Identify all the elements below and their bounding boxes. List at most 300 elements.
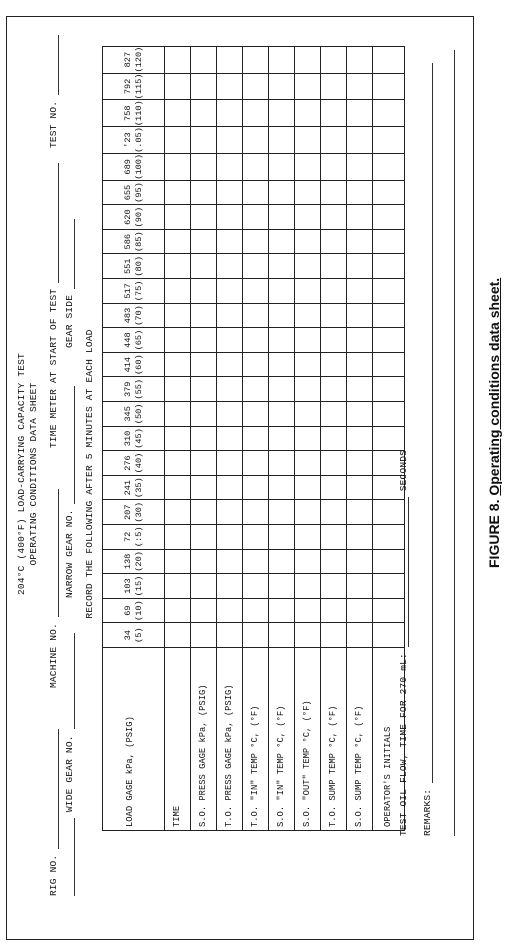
load-psig-value: (110) xyxy=(133,100,144,127)
entry-cell[interactable] xyxy=(217,352,243,377)
entry-cell[interactable] xyxy=(347,127,373,154)
load-psig-value: (35) xyxy=(133,477,144,498)
entry-cell[interactable] xyxy=(373,127,405,154)
load-column-header xyxy=(103,377,165,402)
entry-cell[interactable] xyxy=(269,377,295,402)
entry-cell[interactable] xyxy=(165,254,191,279)
entry-cell[interactable] xyxy=(321,127,347,154)
entry-cell[interactable] xyxy=(243,229,269,254)
entry-cell[interactable] xyxy=(321,475,347,500)
entry-cell[interactable] xyxy=(165,377,191,402)
entry-cell[interactable] xyxy=(295,127,321,154)
entry-cell[interactable] xyxy=(295,574,321,599)
load-column-header xyxy=(103,180,165,205)
entry-cell[interactable] xyxy=(191,303,217,328)
load-kpa-value: 207 xyxy=(122,504,133,520)
entry-cell[interactable] xyxy=(295,100,321,127)
entry-cell[interactable] xyxy=(191,127,217,154)
entry-cell[interactable] xyxy=(217,426,243,451)
entry-cell[interactable] xyxy=(321,500,347,525)
entry-cell[interactable] xyxy=(295,254,321,279)
entry-cell[interactable] xyxy=(217,153,243,180)
entry-cell[interactable] xyxy=(295,377,321,402)
row-label: S.O. "IN" TEMP °C, (°F) xyxy=(269,648,295,831)
narrow-gear-blank[interactable] xyxy=(74,386,75,504)
entry-cell[interactable] xyxy=(269,46,295,73)
load-kpa-value: 34 xyxy=(122,630,133,641)
entry-cell[interactable] xyxy=(295,328,321,353)
remarks-label: REMARKS: xyxy=(422,788,433,836)
entry-cell[interactable] xyxy=(217,73,243,100)
entry-cell[interactable] xyxy=(321,426,347,451)
load-column-header xyxy=(103,402,165,427)
entry-cell[interactable] xyxy=(321,623,347,648)
entry-cell[interactable] xyxy=(269,153,295,180)
entry-cell[interactable] xyxy=(269,426,295,451)
load-kpa-value: 138 xyxy=(122,553,133,570)
entry-cell[interactable] xyxy=(373,153,405,180)
row-label: T.O. "IN" TEMP °C, (°F) xyxy=(243,648,269,831)
entry-cell[interactable] xyxy=(217,574,243,599)
figure-caption xyxy=(486,278,502,568)
entry-cell[interactable] xyxy=(373,205,405,230)
load-column-header xyxy=(103,205,165,230)
machine-no-blank[interactable] xyxy=(58,489,59,617)
entry-cell[interactable] xyxy=(243,500,269,525)
entry-cell[interactable] xyxy=(347,328,373,353)
rig-no-label: RIG NO. xyxy=(48,854,59,896)
entry-cell[interactable] xyxy=(191,153,217,180)
entry-cell[interactable] xyxy=(295,525,321,550)
load-psig-value: (50) xyxy=(133,403,144,425)
entry-cell[interactable] xyxy=(191,328,217,353)
entry-cell[interactable] xyxy=(321,598,347,623)
machine-no-label: MACHINE NO. xyxy=(48,623,59,688)
entry-cell[interactable] xyxy=(243,153,269,180)
entry-cell[interactable] xyxy=(347,229,373,254)
entry-cell[interactable] xyxy=(217,525,243,550)
entry-cell[interactable] xyxy=(347,73,373,100)
entry-cell[interactable] xyxy=(321,100,347,127)
entry-cell[interactable] xyxy=(191,574,217,599)
entry-cell[interactable] xyxy=(321,73,347,100)
table-row xyxy=(191,46,217,830)
entry-cell[interactable] xyxy=(347,153,373,180)
entry-cell[interactable] xyxy=(321,180,347,205)
entry-cell[interactable] xyxy=(165,153,191,180)
entry-cell[interactable] xyxy=(191,229,217,254)
table-row xyxy=(295,46,321,830)
entry-cell[interactable] xyxy=(295,46,321,73)
entry-cell[interactable] xyxy=(243,100,269,127)
load-kpa-value: 827 xyxy=(122,51,133,68)
entry-cell[interactable] xyxy=(165,328,191,353)
load-column-header xyxy=(103,73,165,100)
entry-cell[interactable] xyxy=(217,598,243,623)
entry-cell[interactable] xyxy=(165,475,191,500)
entry-cell[interactable] xyxy=(347,623,373,648)
entry-cell[interactable] xyxy=(217,180,243,205)
entry-cell[interactable] xyxy=(347,574,373,599)
entry-cell[interactable] xyxy=(217,100,243,127)
entry-cell[interactable] xyxy=(217,328,243,353)
load-column-header xyxy=(103,475,165,500)
entry-cell[interactable] xyxy=(191,623,217,648)
row-label: S.O. PRESS GAGE kPa, (PSIG) xyxy=(191,648,217,831)
entry-cell[interactable] xyxy=(243,623,269,648)
entry-cell[interactable] xyxy=(217,254,243,279)
entry-cell[interactable] xyxy=(373,303,405,328)
load-kpa-value: 72 xyxy=(122,531,133,542)
machine-no-field xyxy=(48,489,59,688)
entry-cell[interactable] xyxy=(243,180,269,205)
entry-cell[interactable] xyxy=(165,451,191,476)
entry-cell[interactable] xyxy=(243,73,269,100)
entry-cell[interactable] xyxy=(243,205,269,230)
load-psig-value: (5) xyxy=(133,627,144,643)
entry-cell[interactable] xyxy=(191,279,217,304)
entry-cell[interactable] xyxy=(347,205,373,230)
entry-cell[interactable] xyxy=(321,352,347,377)
entry-cell[interactable] xyxy=(165,402,191,427)
entry-cell[interactable] xyxy=(165,73,191,100)
entry-cell[interactable] xyxy=(191,475,217,500)
entry-cell[interactable] xyxy=(243,279,269,304)
load-psig-value: (85) xyxy=(133,231,144,253)
rig-no-blank[interactable] xyxy=(58,729,59,849)
entry-cell[interactable] xyxy=(269,525,295,550)
entry-cell[interactable] xyxy=(165,303,191,328)
entry-cell[interactable] xyxy=(321,46,347,73)
entry-cell[interactable] xyxy=(165,127,191,154)
entry-cell[interactable] xyxy=(217,279,243,304)
entry-cell[interactable] xyxy=(191,598,217,623)
entry-cell[interactable] xyxy=(165,598,191,623)
entry-cell[interactable] xyxy=(243,402,269,427)
entry-cell[interactable] xyxy=(373,100,405,127)
entry-cell[interactable] xyxy=(347,46,373,73)
load-kpa-value: 276 xyxy=(122,455,133,471)
entry-cell[interactable] xyxy=(165,500,191,525)
rig-no-field xyxy=(48,729,59,896)
entry-cell[interactable] xyxy=(243,377,269,402)
entry-cell[interactable] xyxy=(347,279,373,304)
entry-cell[interactable] xyxy=(373,279,405,304)
entry-cell[interactable] xyxy=(191,180,217,205)
entry-cell[interactable] xyxy=(321,153,347,180)
entry-cell[interactable] xyxy=(243,303,269,328)
entry-cell[interactable] xyxy=(347,303,373,328)
remarks-blank-1[interactable] xyxy=(432,63,433,783)
oil-flow-blank[interactable] xyxy=(408,497,409,647)
entry-cell[interactable] xyxy=(243,46,269,73)
entry-cell[interactable] xyxy=(347,180,373,205)
load-psig-value: (60) xyxy=(133,354,144,375)
entry-cell[interactable] xyxy=(295,153,321,180)
entry-cell[interactable] xyxy=(269,303,295,328)
entry-cell[interactable] xyxy=(295,451,321,476)
entry-cell[interactable] xyxy=(295,205,321,230)
entry-cell[interactable] xyxy=(321,574,347,599)
load-column-header xyxy=(103,549,165,574)
entry-cell[interactable] xyxy=(295,73,321,100)
entry-cell[interactable] xyxy=(347,426,373,451)
entry-cell[interactable] xyxy=(269,549,295,574)
entry-cell[interactable] xyxy=(243,254,269,279)
entry-cell[interactable] xyxy=(243,352,269,377)
entry-cell[interactable] xyxy=(243,451,269,476)
entry-cell[interactable] xyxy=(321,377,347,402)
entry-cell[interactable] xyxy=(373,229,405,254)
entry-cell[interactable] xyxy=(217,500,243,525)
load-psig-value: (20) xyxy=(133,551,144,572)
entry-cell[interactable] xyxy=(191,451,217,476)
entry-cell[interactable] xyxy=(191,73,217,100)
entry-cell[interactable] xyxy=(321,525,347,550)
row-label: T.O. SUMP TEMP °C, (°F) xyxy=(321,648,347,831)
entry-cell[interactable] xyxy=(165,229,191,254)
entry-cell[interactable] xyxy=(217,402,243,427)
entry-cell[interactable] xyxy=(269,574,295,599)
entry-cell[interactable] xyxy=(347,254,373,279)
entry-cell[interactable] xyxy=(347,598,373,623)
load-column-header xyxy=(103,352,165,377)
entry-cell[interactable] xyxy=(295,402,321,427)
entry-cell[interactable] xyxy=(269,451,295,476)
entry-cell[interactable] xyxy=(165,549,191,574)
entry-cell[interactable] xyxy=(191,352,217,377)
entry-cell[interactable] xyxy=(347,377,373,402)
entry-cell[interactable] xyxy=(243,426,269,451)
entry-cell[interactable] xyxy=(243,549,269,574)
figure-number: FIGURE 8. xyxy=(486,499,502,568)
entry-cell[interactable] xyxy=(243,328,269,353)
load-kpa-value: '23 xyxy=(122,132,133,148)
load-psig-value: (75) xyxy=(133,280,144,302)
entry-cell[interactable] xyxy=(269,402,295,427)
entry-cell[interactable] xyxy=(295,500,321,525)
load-kpa-value: 792 xyxy=(122,78,133,95)
load-column-header xyxy=(103,598,165,623)
entry-cell[interactable] xyxy=(165,205,191,230)
entry-cell[interactable] xyxy=(243,127,269,154)
load-column-header xyxy=(103,525,165,550)
entry-cell[interactable] xyxy=(321,205,347,230)
entry-cell[interactable] xyxy=(243,475,269,500)
entry-cell[interactable] xyxy=(269,100,295,127)
entry-cell[interactable] xyxy=(373,180,405,205)
load-gage-header: LOAD GAGE kPa, (PSIG) xyxy=(103,648,165,831)
entry-cell[interactable] xyxy=(295,303,321,328)
entry-cell[interactable] xyxy=(269,73,295,100)
entry-cell[interactable] xyxy=(165,426,191,451)
entry-cell[interactable] xyxy=(269,598,295,623)
load-kpa-value: 517 xyxy=(122,283,133,299)
entry-cell[interactable] xyxy=(191,549,217,574)
entry-cell[interactable] xyxy=(165,352,191,377)
entry-cell[interactable] xyxy=(217,451,243,476)
entry-cell[interactable] xyxy=(269,180,295,205)
entry-cell[interactable] xyxy=(347,500,373,525)
entry-cell[interactable] xyxy=(295,598,321,623)
entry-cell[interactable] xyxy=(165,574,191,599)
load-kpa-value: 620 xyxy=(122,209,133,225)
sheet-title-line-1: 204°C (400°F) LOAD-CARRYING CAPACITY TEST xyxy=(16,353,27,595)
load-psig-value: (45) xyxy=(133,428,144,449)
entry-cell[interactable] xyxy=(321,303,347,328)
entry-cell[interactable] xyxy=(321,254,347,279)
load-psig-value: (90) xyxy=(133,206,144,228)
load-psig-value: (115) xyxy=(133,73,144,100)
load-kpa-value: 310 xyxy=(122,430,133,447)
entry-cell[interactable] xyxy=(243,525,269,550)
entry-cell[interactable] xyxy=(243,574,269,599)
entry-cell[interactable] xyxy=(295,180,321,205)
load-column-header xyxy=(103,229,165,254)
entry-cell[interactable] xyxy=(217,623,243,648)
entry-cell[interactable] xyxy=(347,475,373,500)
entry-cell[interactable] xyxy=(373,73,405,100)
entry-cell[interactable] xyxy=(191,500,217,525)
remarks-blank-2[interactable] xyxy=(454,50,455,836)
entry-cell[interactable] xyxy=(269,500,295,525)
entry-cell[interactable] xyxy=(165,46,191,73)
entry-cell[interactable] xyxy=(347,451,373,476)
sheet-title-line-2: OPERATING CONDITIONS DATA SHEET xyxy=(28,382,39,566)
entry-cell[interactable] xyxy=(321,549,347,574)
entry-cell[interactable] xyxy=(269,279,295,304)
oil-flow-label: TEST OIL FLOW, TIME FOR 270 mL: xyxy=(398,653,409,836)
entry-cell[interactable] xyxy=(269,352,295,377)
load-column-header xyxy=(103,46,165,73)
wide-gear-blank[interactable] xyxy=(74,633,75,729)
row-label: OPERATOR'S INITIALS xyxy=(373,648,405,831)
entry-cell[interactable] xyxy=(191,205,217,230)
entry-cell[interactable] xyxy=(165,623,191,648)
entry-cell[interactable] xyxy=(191,377,217,402)
entry-cell[interactable] xyxy=(191,525,217,550)
load-psig-value: (70) xyxy=(133,305,144,326)
entry-cell[interactable] xyxy=(217,46,243,73)
entry-cell[interactable] xyxy=(269,127,295,154)
load-kpa-value: 69 xyxy=(122,605,133,616)
entry-cell[interactable] xyxy=(217,303,243,328)
entry-cell[interactable] xyxy=(373,46,405,73)
seconds-label: SECONDS xyxy=(398,449,409,492)
load-kpa-value: 758 xyxy=(122,105,133,121)
remarks-field xyxy=(422,63,433,836)
entry-cell[interactable] xyxy=(373,402,405,427)
entry-cell[interactable] xyxy=(373,377,405,402)
entry-cell[interactable] xyxy=(347,525,373,550)
entry-cell[interactable] xyxy=(217,205,243,230)
entry-cell[interactable] xyxy=(373,254,405,279)
wide-gear-blank-left[interactable] xyxy=(74,818,75,896)
entry-cell[interactable] xyxy=(269,229,295,254)
load-psig-value: (40) xyxy=(133,452,144,474)
oil-flow-field xyxy=(398,450,409,836)
entry-cell[interactable] xyxy=(165,525,191,550)
time-meter-blank[interactable] xyxy=(58,163,59,283)
entry-cell[interactable] xyxy=(295,475,321,500)
entry-cell[interactable] xyxy=(347,100,373,127)
entry-cell[interactable] xyxy=(269,623,295,648)
load-kpa-value: 689 xyxy=(122,159,133,175)
table-row xyxy=(165,46,191,830)
entry-cell[interactable] xyxy=(295,623,321,648)
load-column-header xyxy=(103,279,165,304)
entry-cell[interactable] xyxy=(217,549,243,574)
load-kpa-value: 586 xyxy=(122,233,133,250)
entry-cell[interactable] xyxy=(165,180,191,205)
load-kpa-value: 551 xyxy=(122,258,133,275)
entry-cell[interactable] xyxy=(165,279,191,304)
entry-cell[interactable] xyxy=(373,328,405,353)
entry-cell[interactable] xyxy=(373,426,405,451)
entry-cell[interactable] xyxy=(191,46,217,73)
narrow-gear-no-field xyxy=(64,386,75,598)
entry-cell[interactable] xyxy=(295,549,321,574)
figure-title: Operating conditions data sheet. xyxy=(486,277,502,496)
entry-cell[interactable] xyxy=(269,328,295,353)
entry-cell[interactable] xyxy=(191,426,217,451)
load-column-header xyxy=(103,127,165,154)
load-psig-value: (120) xyxy=(133,46,144,73)
load-psig-value: (100) xyxy=(133,153,144,180)
entry-cell[interactable] xyxy=(191,402,217,427)
table-row xyxy=(243,46,269,830)
entry-cell[interactable] xyxy=(217,127,243,154)
entry-cell[interactable] xyxy=(321,279,347,304)
entry-cell[interactable] xyxy=(347,549,373,574)
entry-cell[interactable] xyxy=(321,402,347,427)
operating-conditions-table xyxy=(102,46,405,831)
entry-cell[interactable] xyxy=(295,426,321,451)
load-column-header xyxy=(103,100,165,127)
entry-cell[interactable] xyxy=(217,475,243,500)
entry-cell[interactable] xyxy=(347,402,373,427)
entry-cell[interactable] xyxy=(321,328,347,353)
entry-cell[interactable] xyxy=(347,352,373,377)
test-no-blank[interactable] xyxy=(58,35,59,95)
entry-cell[interactable] xyxy=(217,229,243,254)
load-column-header xyxy=(103,500,165,525)
entry-cell[interactable] xyxy=(243,598,269,623)
entry-cell[interactable] xyxy=(269,254,295,279)
load-kpa-value: 483 xyxy=(122,307,133,324)
entry-cell[interactable] xyxy=(269,475,295,500)
entry-cell[interactable] xyxy=(165,100,191,127)
test-no-field xyxy=(48,35,59,148)
entry-cell[interactable] xyxy=(295,229,321,254)
entry-cell[interactable] xyxy=(295,279,321,304)
load-kpa-value: 103 xyxy=(122,578,133,594)
load-kpa-value: 655 xyxy=(122,184,133,201)
gear-side-blank[interactable] xyxy=(74,219,75,289)
remarks-field-2 xyxy=(444,50,455,836)
entry-cell[interactable] xyxy=(295,352,321,377)
entry-cell[interactable] xyxy=(269,205,295,230)
narrow-gear-no-label: NARROW GEAR NO. xyxy=(64,509,75,598)
load-column-header xyxy=(103,574,165,599)
row-label: TIME xyxy=(165,648,191,831)
entry-cell[interactable] xyxy=(373,352,405,377)
entry-cell[interactable] xyxy=(191,254,217,279)
entry-cell[interactable] xyxy=(321,229,347,254)
entry-cell[interactable] xyxy=(217,377,243,402)
entry-cell[interactable] xyxy=(191,100,217,127)
entry-cell[interactable] xyxy=(321,451,347,476)
